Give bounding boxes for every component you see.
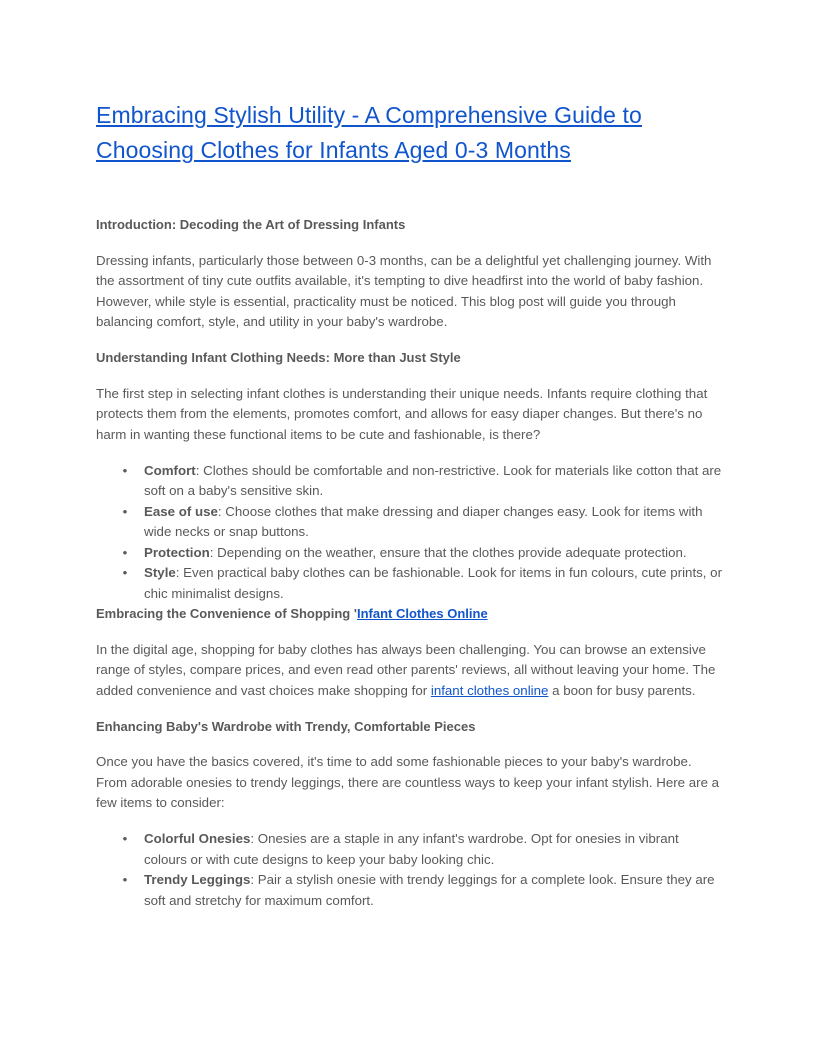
bullet-term: Ease of use	[144, 503, 218, 519]
bullet-term: Colorful Onesies	[144, 831, 251, 846]
shopping-heading	[96, 604, 722, 625]
bullet-term: Protection	[144, 544, 210, 560]
trendy-paragraph: Once you have the basics covered, it's time to add some fashionable pieces to your baby's wardrobe. From adorable onesies to trendy leggings, there are countless ways to keep your infant stylish. Here are a few items to consider:	[96, 754, 720, 810]
trendy-heading: Enhancing Baby's Wardrobe with Trendy, Comfortable Pieces	[96, 718, 476, 734]
trendy-bullet-list	[96, 829, 722, 911]
shopping-heading-prefix: Embracing the Convenience of Shopping '	[96, 606, 357, 621]
document-title	[96, 98, 722, 168]
bullet-text: : Even practical baby clothes can be fashionable. Look for items in fun colours, cute prints, or chic minimalist designs.	[144, 565, 723, 601]
bullet-text: : Pair a stylish onesie with trendy leggings for a complete look. Ensure they are soft and stretchy for maximum comfort.	[144, 872, 715, 908]
bullet-icon: •	[122, 565, 128, 580]
bullet-term: Comfort	[144, 462, 196, 478]
bullet-term: Style	[144, 565, 176, 580]
bullet-icon: •	[122, 462, 128, 478]
list-item	[122, 502, 722, 543]
bullet-icon: •	[122, 503, 128, 519]
infant-clothes-online-heading-link[interactable]: Infant Clothes Online	[356, 606, 488, 621]
list-item	[122, 543, 722, 564]
shopping-body-after: a boon for busy parents.	[548, 682, 696, 698]
bullet-text: : Onesies are a staple in any infant's wardrobe. Opt for onesies in vibrant colours or with cute designs to keep your baby looking chic.	[144, 831, 679, 867]
infant-clothes-online-link[interactable]: infant clothes online	[430, 682, 549, 698]
bullet-icon: •	[122, 544, 128, 560]
bullet-text: : Depending on the weather, ensure that the clothes provide adequate protection.	[209, 544, 687, 560]
bullet-text: : Choose clothes that make dressing and diaper changes easy. Look for items with wide necks or snap buttons.	[144, 503, 703, 539]
list-item	[122, 563, 723, 604]
intro-paragraph: Dressing infants, particularly those between 0-3 months, can be a delightful yet challenging journey. With the assortment of tiny cute outfits available, it's tempting to dive headfirst into the world of baby fashion. However, while style is essential, practicality must be noticed. This blog post will guide you through balancing comfort, style, and utility in your baby's wardrobe.	[96, 252, 712, 329]
bullet-icon: •	[122, 831, 128, 846]
needs-heading: Understanding Infant Clothing Needs: More than Just Style	[96, 350, 461, 365]
title-link[interactable]: Embracing Stylish Utility - A Comprehensive Guide to Choosing Clothes for Infants Aged 0-3 Months	[96, 102, 642, 163]
list-item	[122, 829, 722, 870]
shopping-body-before: In the digital age, shopping for baby clothes has always been challenging. You can browse an extensive range of styles, compare prices, and even read other parents' reviews, all without leaving your home. The added convenience and vast choices make shopping for	[96, 641, 716, 698]
bullet-term: Trendy Leggings	[144, 872, 251, 887]
list-item	[122, 870, 722, 911]
needs-bullet-list	[96, 461, 722, 605]
bullet-text: : Clothes should be comfortable and non-restrictive. Look for materials like cotton that are soft on a baby's sensitive skin.	[144, 462, 722, 498]
list-item	[122, 461, 722, 502]
document-page	[96, 98, 722, 911]
bullet-icon: •	[122, 872, 128, 887]
shopping-paragraph	[96, 640, 722, 702]
intro-heading: Introduction: Decoding the Art of Dressing Infants	[96, 217, 406, 232]
needs-paragraph: The first step in selecting infant clothes is understanding their unique needs. Infants require clothing that protects them from the elements, promotes comfort, and allows for easy diaper changes. But there's no harm in wanting these functional items to be cute and fashionable, is there?	[96, 385, 708, 442]
